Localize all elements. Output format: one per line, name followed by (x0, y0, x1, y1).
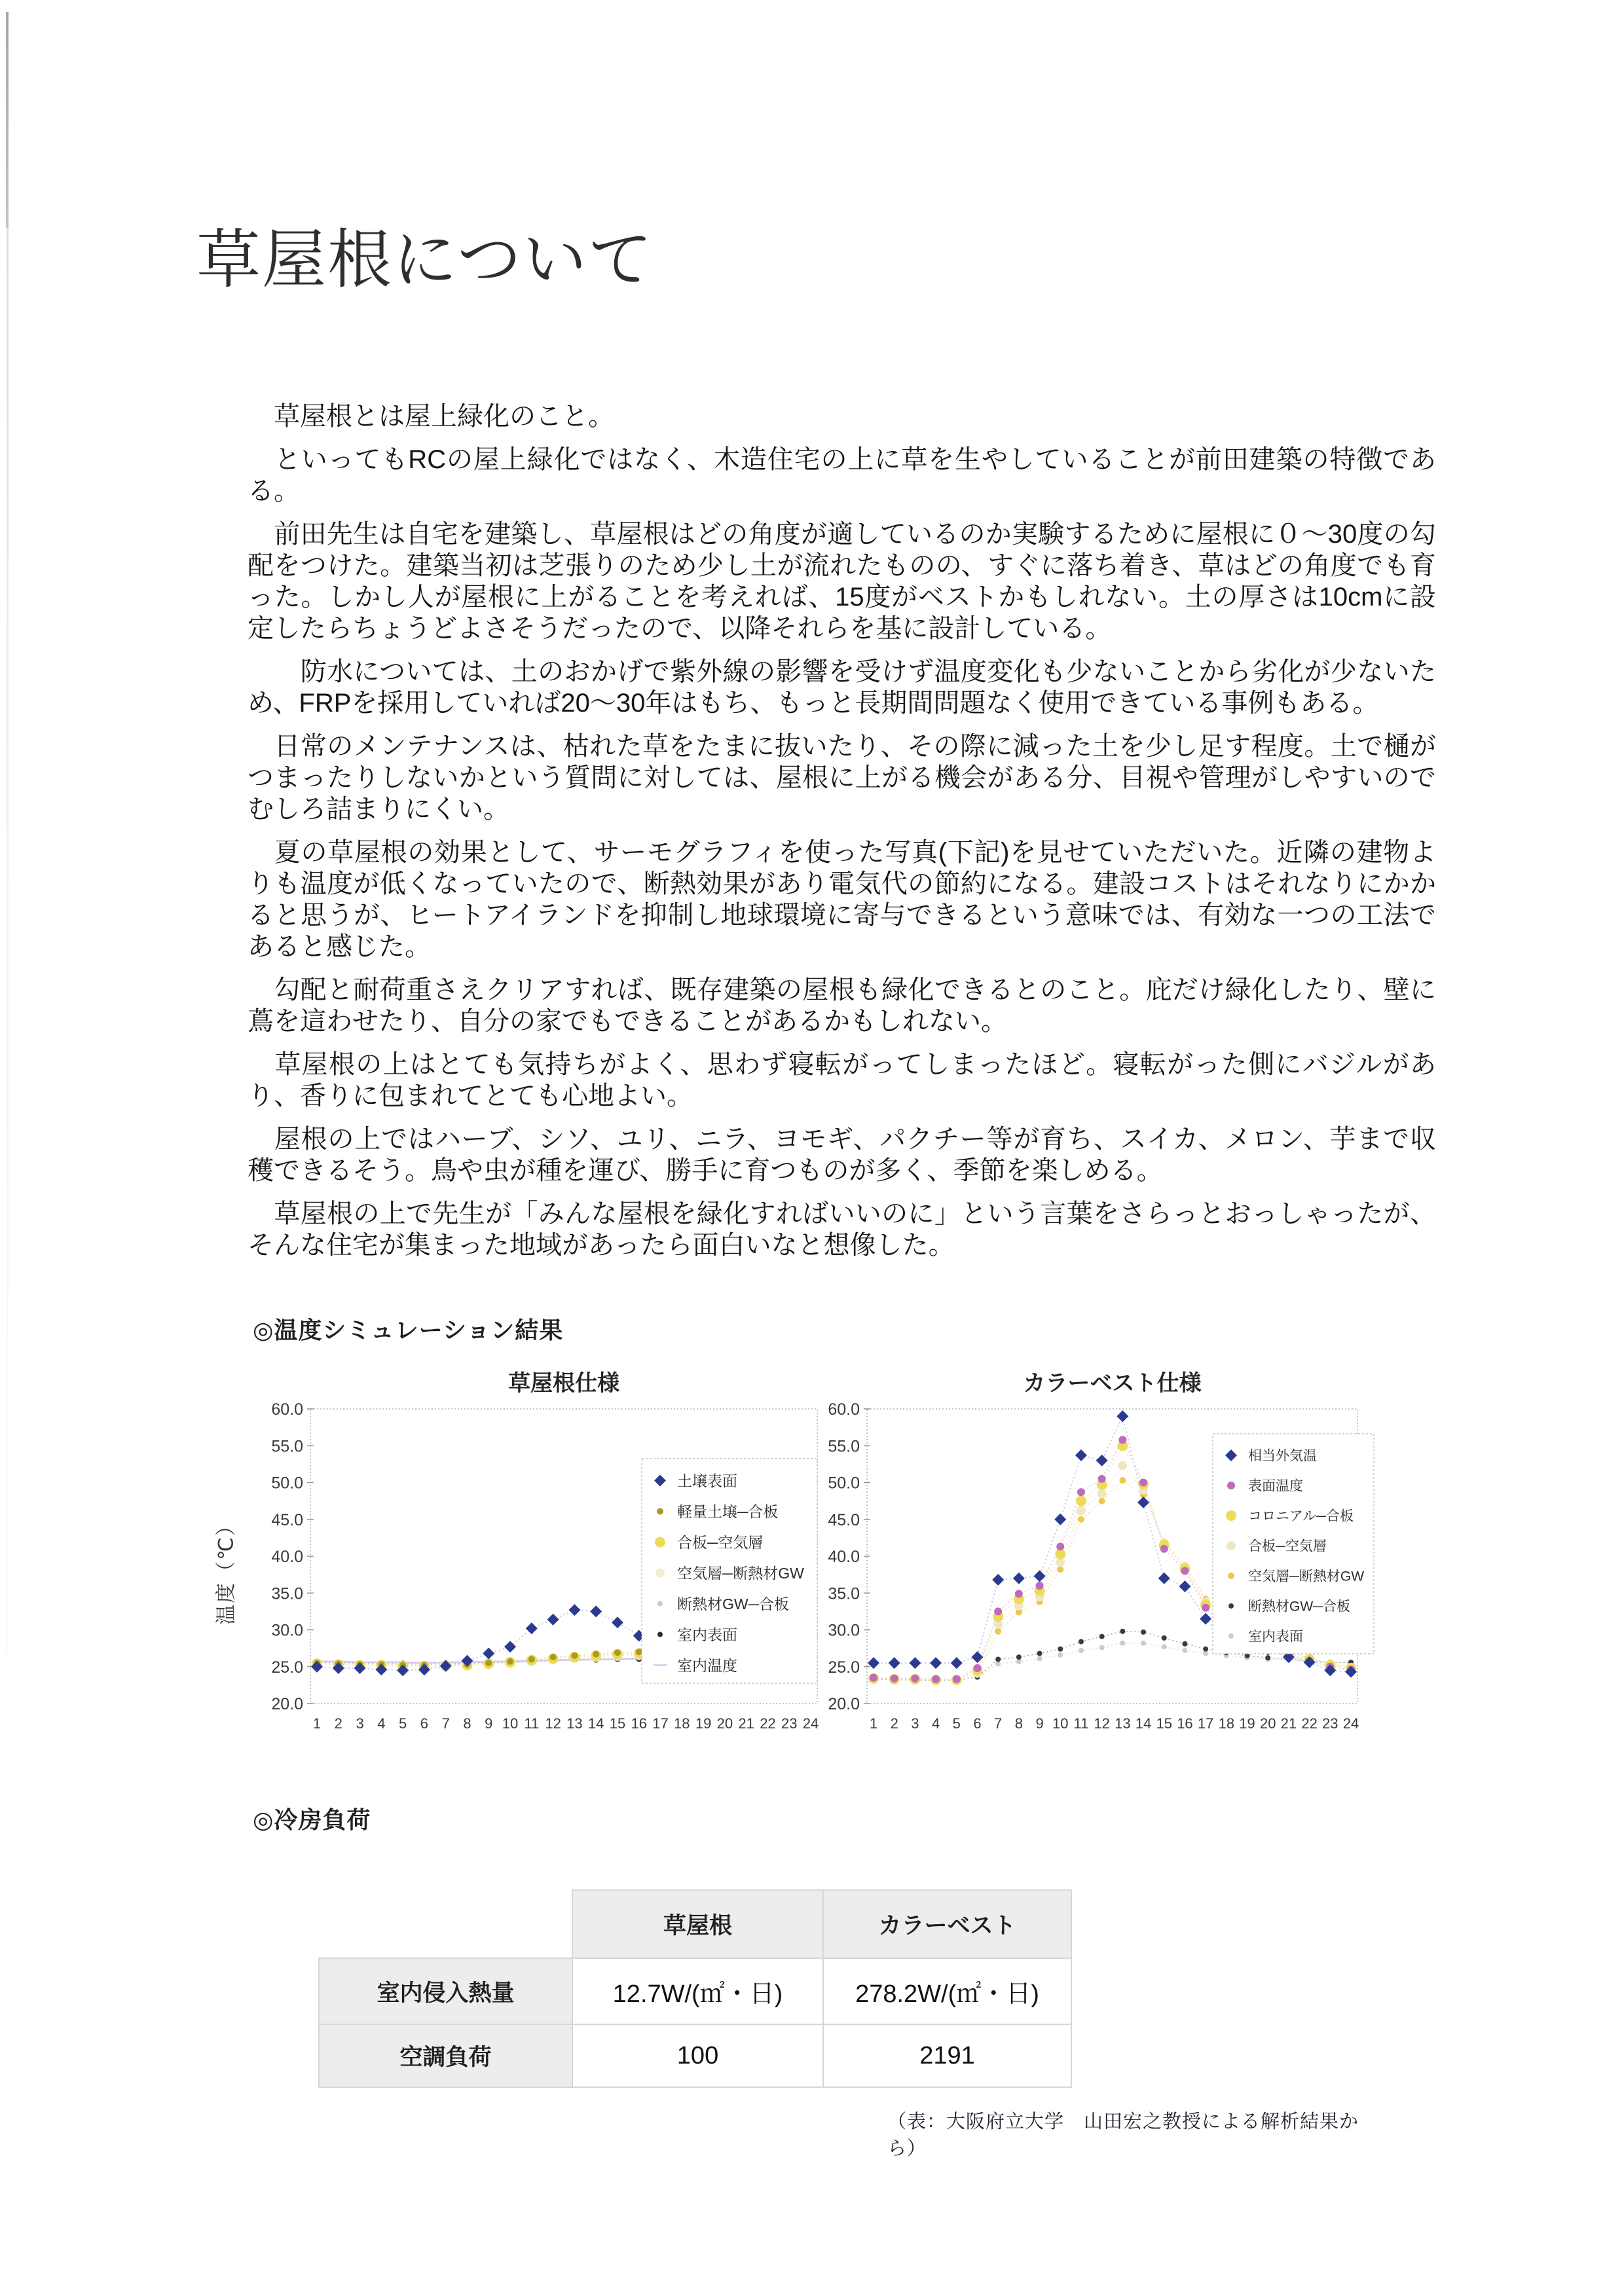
svg-text:24: 24 (802, 1715, 819, 1732)
svg-text:24: 24 (1342, 1715, 1359, 1732)
scan-artifact-line (6, 12, 9, 228)
svg-text:断熱材GW─合板: 断熱材GW─合板 (677, 1595, 789, 1613)
svg-text:17: 17 (652, 1715, 669, 1732)
y-axis-label: 温度（℃） (214, 1514, 238, 1625)
svg-text:空気層─断熱材GW: 空気層─断熱材GW (1248, 1569, 1365, 1584)
svg-text:17: 17 (1197, 1715, 1214, 1732)
svg-text:30.0: 30.0 (828, 1621, 860, 1640)
svg-text:18: 18 (1218, 1715, 1235, 1732)
svg-text:60.0: 60.0 (271, 1401, 303, 1419)
svg-text:13: 13 (566, 1715, 583, 1732)
svg-text:18: 18 (674, 1715, 690, 1732)
scan-artifact-line-faint (7, 228, 9, 1930)
svg-text:4: 4 (931, 1715, 940, 1732)
svg-text:20: 20 (1259, 1715, 1276, 1732)
svg-text:25.0: 25.0 (828, 1658, 860, 1677)
svg-text:50.0: 50.0 (828, 1474, 860, 1493)
svg-text:1: 1 (869, 1715, 878, 1732)
svg-text:22: 22 (760, 1715, 776, 1732)
svg-text:11: 11 (524, 1715, 540, 1732)
table-row-label-ac-load: 空調負荷 (319, 2024, 572, 2087)
svg-text:12: 12 (1094, 1715, 1110, 1732)
svg-text:1: 1 (312, 1715, 322, 1732)
svg-text:55.0: 55.0 (271, 1437, 303, 1456)
svg-text:25.0: 25.0 (271, 1658, 303, 1677)
svg-text:40.0: 40.0 (828, 1548, 860, 1566)
svg-text:合板─空気層: 合板─空気層 (1248, 1539, 1327, 1554)
table-row (319, 1958, 1071, 2024)
svg-text:3: 3 (911, 1715, 919, 1732)
svg-text:コロニアル─合板: コロニアル─合板 (1248, 1508, 1354, 1524)
svg-text:14: 14 (587, 1715, 604, 1732)
paragraph: 防水については、土のおかげで紫外線の影響を受けず温度変化も少ないことから劣化が少ないため、FRPを採用していれば20～30年はもち、もっと長期間問題なく使用できている事例もある。 (248, 657, 1436, 718)
svg-text:20.0: 20.0 (828, 1695, 860, 1713)
svg-text:60.0: 60.0 (828, 1401, 860, 1419)
svg-text:9: 9 (485, 1715, 493, 1732)
svg-text:6: 6 (973, 1715, 982, 1732)
svg-text:室内温度: 室内温度 (677, 1656, 737, 1674)
svg-text:5: 5 (399, 1715, 407, 1732)
svg-text:30.0: 30.0 (271, 1621, 303, 1640)
svg-text:2: 2 (890, 1715, 898, 1732)
svg-text:断熱材GW─合板: 断熱材GW─合板 (1248, 1599, 1351, 1614)
svg-text:13: 13 (1115, 1715, 1131, 1732)
svg-text:室内表面: 室内表面 (677, 1626, 737, 1643)
svg-text:8: 8 (1014, 1715, 1023, 1732)
cooling-load-table (318, 1889, 1072, 2088)
chart-title: カラーベスト仕様 (1023, 1371, 1202, 1396)
svg-text:2: 2 (334, 1715, 342, 1732)
scatter-chart-colorbest-roof (812, 1401, 1375, 1758)
svg-text:15: 15 (1156, 1715, 1172, 1732)
svg-text:40.0: 40.0 (271, 1548, 303, 1566)
svg-text:22: 22 (1301, 1715, 1318, 1732)
paragraph: 勾配と耐荷重さえクリアすれば、既存建築の屋根も緑化できるとのこと。庇だけ緑化したり、壁に蔦を這わせたり、自分の家でもできることがあるかもしれない。 (248, 975, 1436, 1036)
svg-text:19: 19 (695, 1715, 712, 1732)
svg-text:5: 5 (952, 1715, 961, 1732)
section-heading-cooling-load: ◎冷房負荷 (253, 1806, 371, 1833)
paragraph: 夏の草屋根の効果として、サーモグラフィを使った写真(下記)を見せていただいた。近隣の建物よりも温度が低くなっていたので、断熱効果があり電気代の節約になる。建設コストはそれなりにかかると思うが、ヒートアイランドを抑制し地球環境に寄与できるという意味では、有効な一つの工法であると感じた。 (248, 838, 1436, 961)
section-heading-temperature-simulation: ◎温度シミュレーション結果 (253, 1317, 564, 1343)
scatter-chart-grass-roof (255, 1401, 832, 1758)
table-col-header-grass-roof: 草屋根 (572, 1890, 823, 1958)
table-col-header-colorbest: カラーベスト (823, 1890, 1071, 1958)
svg-text:相当外気温: 相当外気温 (1248, 1448, 1317, 1464)
svg-text:23: 23 (781, 1715, 798, 1732)
svg-text:35.0: 35.0 (828, 1584, 860, 1603)
paragraph: 草屋根の上はとても気持ちがよく、思わず寝転がってしまったほど。寝転がった側にバジルがあり、香りに包まれてとても心地よい。 (248, 1050, 1436, 1110)
body-text (248, 401, 1436, 1273)
page-title: 草屋根について (196, 223, 654, 297)
svg-text:4: 4 (377, 1715, 386, 1732)
table-row (319, 2024, 1071, 2087)
svg-text:15: 15 (609, 1715, 626, 1732)
svg-text:8: 8 (463, 1715, 471, 1732)
paragraph: といってもRCの屋上緑化ではなく、木造住宅の上に草を生やしていることが前田建築の特徴である。 (248, 445, 1436, 505)
svg-text:7: 7 (441, 1715, 450, 1732)
svg-text:21: 21 (738, 1715, 754, 1732)
svg-text:空気層─断熱材GW: 空気層─断熱材GW (677, 1564, 804, 1582)
table-cell-ac-load-grass: 100 (572, 2024, 823, 2087)
svg-text:10: 10 (502, 1715, 519, 1732)
svg-text:21: 21 (1280, 1715, 1297, 1732)
svg-text:20.0: 20.0 (271, 1695, 303, 1713)
paragraph: 前田先生は自宅を建築し、草屋根はどの角度が適しているのか実験するために屋根に０～30度の勾配をつけた。建築当初は芝張りのため少し土が流れたものの、すぐに落ち着き、草はどの角度でも育った。しかし人が屋根に上がることを考えれば、15度がベストかもしれない。土の厚さは10cmに設定したらちょうどよさそうだったので、以降それらを基に設計している。 (248, 520, 1436, 643)
paragraph: 日常のメンテナンスは、枯れた草をたまに抜いたり、その際に減った土を少し足す程度。土で樋がつまったりしないかという質問に対しては、屋根に上がる機会がある分、目視や管理がしやすいのでむしろ詰まりにくい。 (248, 732, 1436, 824)
svg-text:12: 12 (545, 1715, 561, 1732)
table-source-caption: （表：大阪府立大学 山田宏之教授による解析結果から） (887, 2111, 1359, 2159)
table-cell-heat-gain-grass: 12.7W/(㎡・日) (572, 1958, 823, 2024)
chart-grass-roof (216, 1365, 838, 1764)
svg-text:3: 3 (356, 1715, 364, 1732)
table-cell-ac-load-colorbest: 2191 (823, 2024, 1071, 2087)
paragraph: 屋根の上ではハーブ、シソ、ユリ、ニラ、ヨモギ、パクチー等が育ち、スイカ、メロン、芋まで収穫できるそう。鳥や虫が種を運び、勝手に育つものが多く、季節を楽しめる。 (248, 1125, 1436, 1185)
paragraph: 草屋根の上で先生が「みんな屋根を緑化すればいいのに」という言葉をさらっとおっしゃったが、そんな住宅が集まった地域があったら面白いなと想像した。 (248, 1199, 1436, 1260)
svg-text:6: 6 (420, 1715, 429, 1732)
svg-text:10: 10 (1052, 1715, 1069, 1732)
paragraph: 草屋根とは屋上緑化のこと。 (248, 402, 614, 431)
svg-text:14: 14 (1135, 1715, 1152, 1732)
table-cell-heat-gain-colorbest: 278.2W/(㎡・日) (823, 1958, 1071, 2024)
svg-text:23: 23 (1322, 1715, 1338, 1732)
svg-text:45.0: 45.0 (271, 1510, 303, 1529)
svg-text:35.0: 35.0 (271, 1584, 303, 1603)
svg-text:55.0: 55.0 (828, 1437, 860, 1456)
svg-text:合板─空気層: 合板─空気層 (677, 1533, 764, 1551)
svg-text:20: 20 (716, 1715, 733, 1732)
table-row-label-heat-gain: 室内侵入熱量 (319, 1958, 572, 2024)
svg-text:9: 9 (1035, 1715, 1044, 1732)
svg-text:16: 16 (631, 1715, 647, 1732)
table-corner-cell (319, 1890, 572, 1958)
svg-text:19: 19 (1239, 1715, 1255, 1732)
svg-text:室内表面: 室内表面 (1248, 1629, 1303, 1645)
svg-text:45.0: 45.0 (828, 1510, 860, 1529)
chart-colorbest-roof (812, 1365, 1388, 1764)
svg-text:11: 11 (1073, 1715, 1089, 1732)
svg-text:土壌表面: 土壌表面 (677, 1472, 737, 1489)
svg-text:7: 7 (994, 1715, 1003, 1732)
svg-text:16: 16 (1177, 1715, 1193, 1732)
chart-title: 草屋根仕様 (508, 1371, 619, 1396)
svg-text:軽量土壌─合板: 軽量土壌─合板 (677, 1503, 779, 1520)
svg-text:50.0: 50.0 (271, 1474, 303, 1493)
svg-text:表面温度: 表面温度 (1248, 1478, 1303, 1494)
